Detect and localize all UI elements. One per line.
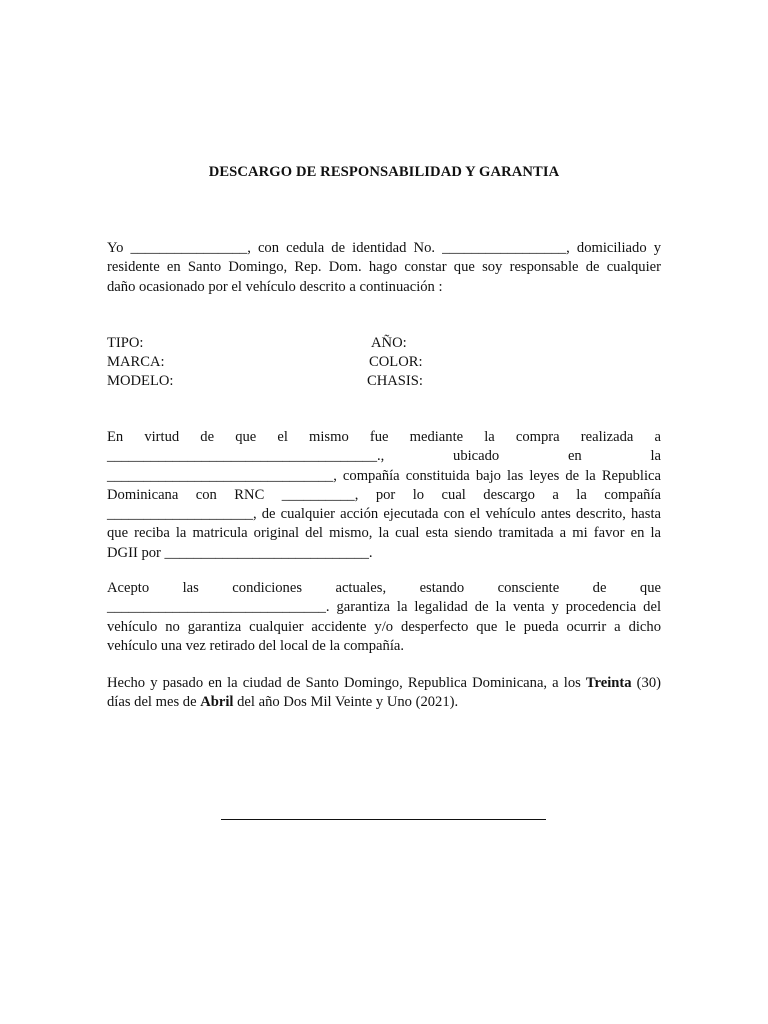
paragraph-line: DGII por ____________________________. [107,544,373,561]
field-row [107,372,661,391]
field-tipo: TIPO: [107,335,144,351]
date-paragraph [107,674,661,713]
purchase-paragraph [107,428,661,563]
field-color: COLOR: [369,354,423,370]
paragraph-line: vehículo no garantiza cualquier accidente y/o desperfecto que le pueda ocurrir a dicho [107,618,661,635]
text-run: (30) [631,675,661,691]
bold-day: Treinta [585,675,632,691]
field-modelo: MODELO: [107,373,174,389]
paragraph-line: residente en Santo Domingo, Rep. Dom. hago constar que soy responsable de cualquier [107,259,661,276]
paragraph-line: ______________________________. garantiza la legalidad de la venta y procedencia del [107,599,661,616]
field-ano: AÑO: [371,335,407,351]
paragraph-line [107,693,661,712]
paragraph-line: En virtud de que el mismo fue mediante la compra realizada a [107,429,661,445]
text-run: Hecho y pasado en la ciudad de Santo Domingo, Republica Dominicana, a los [107,675,586,691]
paragraph-line: que reciba la matricula original del mismo, la cual esta siendo tramitada a mi favor en la [107,525,661,542]
field-row [107,353,661,372]
document-title: DESCARGO DE RESPONSABILIDAD Y GARANTIA [208,164,560,180]
signature-line [221,819,546,820]
vehicle-fields [107,334,661,391]
paragraph-line: Yo ________________, con cedula de identidad No. _________________, domiciliado y [107,240,661,256]
paragraph-line: _______________________________, compañía constituida bajo las leyes de la Republica [107,467,661,484]
declaration-paragraph [107,239,661,297]
paragraph-line: Acepto las condiciones actuales, estando consciente de que [107,580,661,596]
paragraph-line: _____________________________________., ubicado en la [107,448,661,465]
field-marca: MARCA: [107,354,165,370]
text-run: del año Dos Mil Veinte y Uno (2021). [233,694,459,711]
paragraph-line [107,674,661,693]
paragraph-line: ____________________, de cualquier acción ejecutada con el vehículo antes descrito, hasta [107,506,661,523]
text-run: días del mes de [107,694,201,711]
paragraph-line: vehículo una vez retirado del local de la compañía. [107,637,405,654]
paragraph-line: Dominicana con RNC __________, por lo cual descargo a la compañía [107,486,661,503]
field-chasis: CHASIS: [367,373,423,389]
paragraph-line: daño ocasionado por el vehículo descrito a continuación : [107,278,443,295]
acceptance-paragraph [107,579,661,656]
bold-month: Abril [200,694,234,711]
field-row [107,334,661,353]
